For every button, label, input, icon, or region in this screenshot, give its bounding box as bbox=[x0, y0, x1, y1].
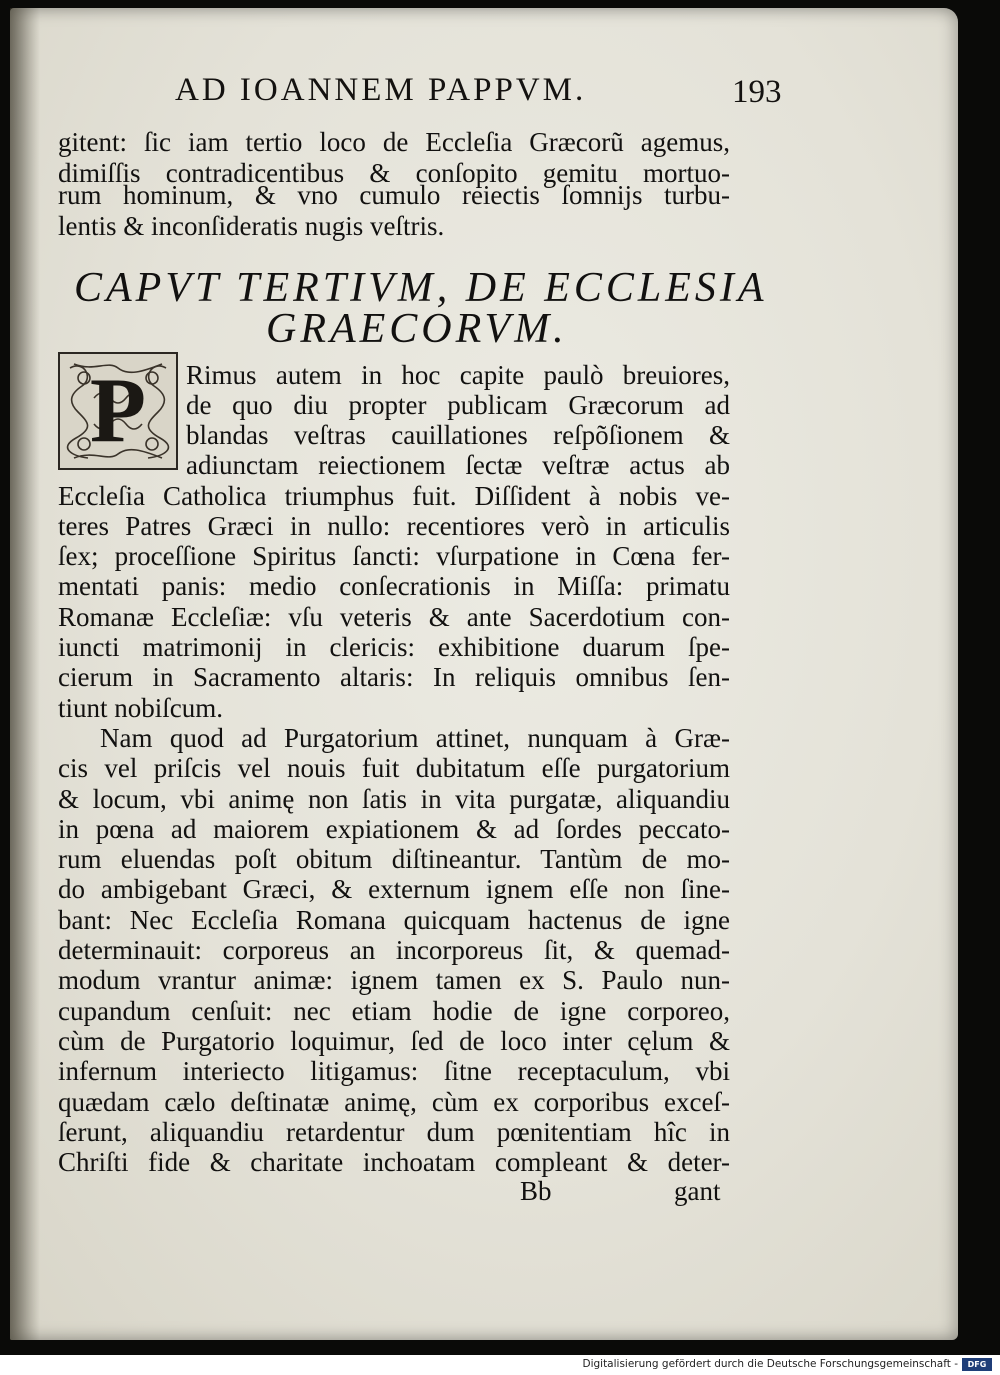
text-line: cis vel priſcis vel nouis fuit dubitatum eſſe purgatorium bbox=[58, 753, 730, 783]
text-line: cierum in Sacramento altaris: In reliquis omnibus ſen- bbox=[58, 662, 730, 692]
text-line: determinauit: corporeus an incorporeus ſit, & quemad- bbox=[58, 935, 730, 965]
text-line: modum vrantur animæ: ignem tamen ex S. Paulo nun- bbox=[58, 965, 730, 995]
decorated-initial bbox=[58, 352, 178, 470]
text-line: rum hominum, & vno cumulo reiectis ſomnijs turbu- bbox=[58, 180, 730, 210]
text-line: quædam cælo deſtinatæ animę, cùm ex corporibus exceſ- bbox=[58, 1087, 730, 1117]
text-line: iuncti matrimonij in clericis: exhibitione duarum ſpe- bbox=[58, 632, 730, 662]
page-gutter-shadow bbox=[10, 8, 40, 1340]
initial-letter: P bbox=[89, 359, 147, 461]
text-line: Chriſti fide & charitate inchoatam compleant & deter- bbox=[58, 1147, 730, 1177]
text-line: gitent: ſic iam tertio loco de Eccleſia Græcorũ agemus, bbox=[58, 127, 730, 157]
text-line: ſex; proceſſione Spiritus ſancti: vſurpatione in Cœna fer- bbox=[58, 541, 730, 571]
text-line: blandas veſtras cauillationes reſpõſionem & bbox=[186, 420, 730, 450]
text-line: do ambigebant Græci, & externum ignem eſſe non ſine- bbox=[58, 874, 730, 904]
text-line: lentis & inconſideratis nugis veſtris. bbox=[58, 211, 445, 241]
chapter-heading-line-1: CAPVT TERTIVM, DE ECCLESIA bbox=[74, 265, 768, 311]
digitization-footer bbox=[0, 1355, 1000, 1375]
text-line: bant: Nec Eccleſia Romana quicquam hactenus de igne bbox=[58, 905, 730, 935]
text-line: dimiſſis contradicentibus & conſopito gemitu mortuo- bbox=[58, 158, 730, 188]
text-line: ſerunt, aliquandiu retardentur dum pœnitentiam hîc in bbox=[58, 1117, 730, 1147]
text-line: Romanæ Eccleſiæ: vſu veteris & ante Sacerdotium con- bbox=[58, 602, 730, 632]
text-line: Rimus autem in hoc capite paulò breuiores, bbox=[186, 360, 730, 390]
text-line: cùm de Purgatorio loquimur, ſed de loco inter cęlum & bbox=[58, 1026, 730, 1056]
text-line: teres Patres Græci in nullo: recentiores verò in articulis bbox=[58, 511, 730, 541]
funding-credit: Digitalisierung gefördert durch die Deutsche Forschungsgemeinschaft - bbox=[582, 1358, 958, 1370]
text-line: rum eluendas poſt obitum diſtineantur. Tantùm de mo- bbox=[58, 844, 730, 874]
text-line: mentati panis: medio conſecrationis in Miſſa: primatu bbox=[58, 571, 730, 601]
catchword: gant bbox=[674, 1176, 721, 1206]
signature-mark: Bb bbox=[520, 1176, 552, 1206]
text-line: & locum, vbi animę non ſatis in vita purgatæ, aliquandiu bbox=[58, 784, 730, 814]
text-line: Nam quod ad Purgatorium attinet, nunquam à Græ- bbox=[100, 723, 730, 753]
chapter-heading-line-2: GRAECORVM. bbox=[266, 306, 568, 352]
text-line: de quo diu propter publicam Græcorum ad bbox=[186, 390, 730, 420]
text-line: in pœna ad maiorem expiationem & ad ſordes peccato- bbox=[58, 814, 730, 844]
page-number: 193 bbox=[732, 74, 782, 110]
text-line: Eccleſia Catholica triumphus fuit. Diſſident à nobis ve- bbox=[58, 481, 730, 511]
text-line: cupandum cenſuit: nec etiam hodie de igne corporeo, bbox=[58, 996, 730, 1026]
text-line: adiunctam reiectionem ſectæ veſtræ actus ab bbox=[186, 450, 730, 480]
running-title: AD IOANNEM PAPPVM. bbox=[175, 72, 587, 108]
text-line: tiunt nobiſcum. bbox=[58, 693, 223, 723]
text-line: infernum interiecto litigamus: ſitne receptaculum, vbi bbox=[58, 1056, 730, 1086]
dfg-logo: DFG bbox=[962, 1358, 992, 1371]
